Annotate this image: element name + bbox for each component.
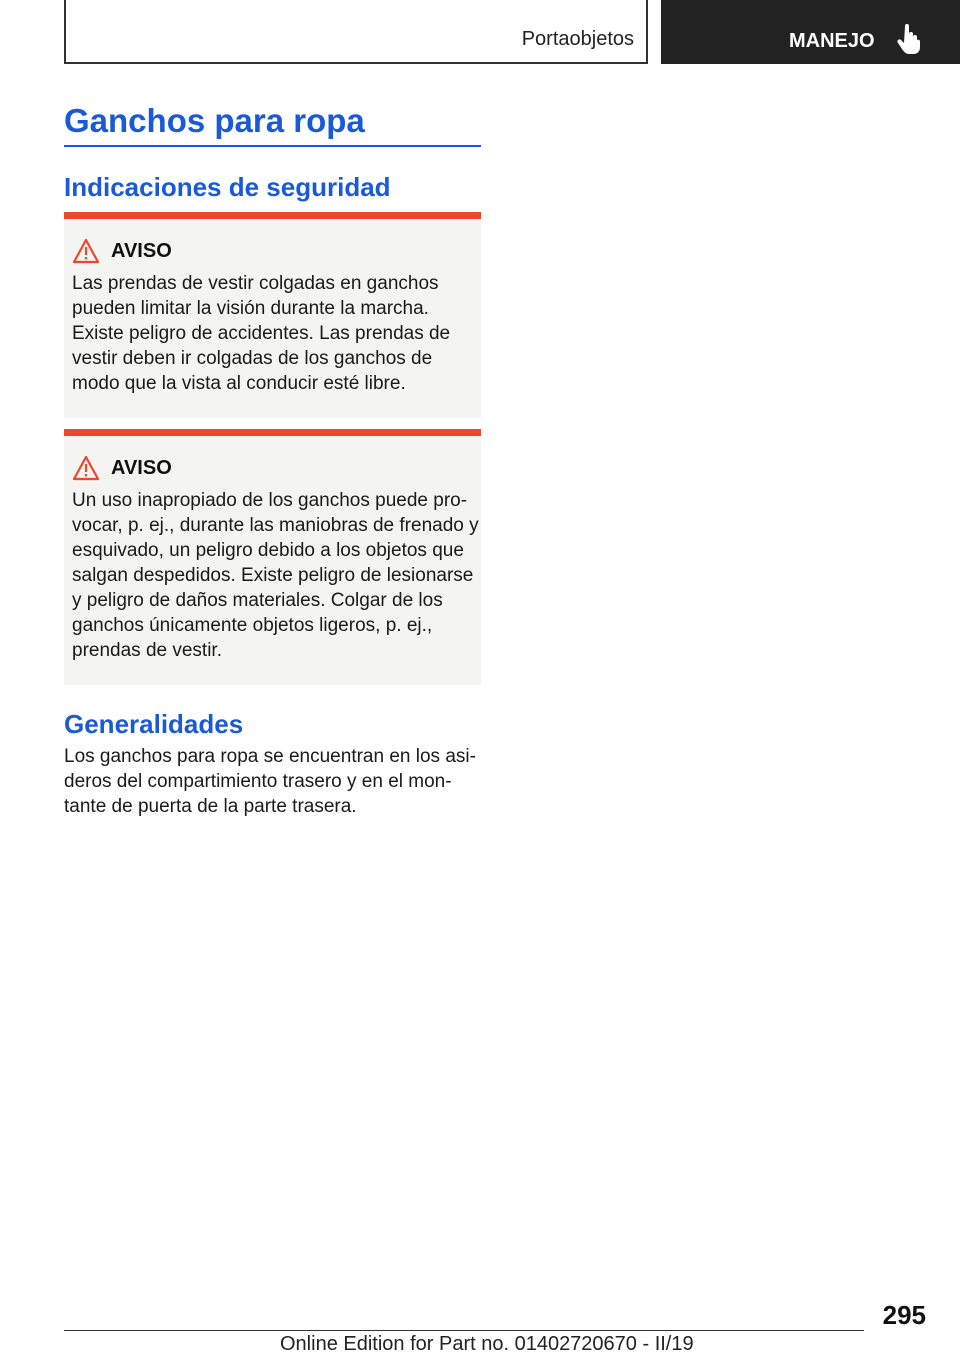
header-section-box bbox=[64, 0, 648, 64]
warning-triangle-icon bbox=[72, 238, 100, 264]
warning-box bbox=[64, 429, 481, 685]
text-line: vestir deben ir colgadas de los ganchos de bbox=[72, 348, 433, 369]
footer-divider bbox=[64, 1330, 864, 1331]
warning-label: AVISO bbox=[111, 456, 172, 479]
text-line: pueden limitar la visión durante la marcha. bbox=[72, 298, 429, 319]
text-line: salgan despedidos. Existe peligro de lesionarse bbox=[72, 565, 474, 586]
text-line: modo que la vista al conducir esté libre. bbox=[72, 373, 406, 394]
text-line: vocar, p. ej., durante las maniobras de frenado y bbox=[72, 515, 479, 536]
text-line: deros del compartimiento trasero y en el mon‐ bbox=[64, 771, 452, 792]
general-heading: Generalidades bbox=[64, 709, 244, 739]
text-line: esquivado, un peligro debido a los objetos que bbox=[72, 540, 464, 561]
warning-triangle-icon bbox=[72, 455, 100, 481]
page-number: 295 bbox=[882, 1300, 926, 1330]
warning-label: AVISO bbox=[111, 239, 172, 262]
page-title: Ganchos para ropa bbox=[64, 102, 365, 139]
header-chapter-tab bbox=[661, 0, 960, 64]
text-line: Los ganchos para ropa se encuentran en los asi‐ bbox=[64, 746, 476, 767]
text-line: Las prendas de vestir colgadas en ganchos bbox=[72, 273, 439, 294]
title-divider bbox=[64, 145, 481, 147]
text-line: ganchos únicamente objetos ligeros, p. ej., bbox=[72, 615, 433, 636]
header-chapter-title: MANEJO bbox=[789, 30, 875, 52]
safety-heading: Indicaciones de seguridad bbox=[64, 172, 391, 202]
warning-text bbox=[72, 488, 479, 663]
text-line: prendas de vestir. bbox=[72, 640, 222, 661]
warning-title bbox=[72, 237, 473, 265]
warning-box bbox=[64, 212, 481, 418]
text-line: Existe peligro de accidentes. Las prendas de bbox=[72, 323, 451, 344]
warning-text bbox=[72, 271, 473, 396]
hand-pointer-icon bbox=[897, 24, 921, 54]
text-line: Un uso inapropiado de los ganchos puede pro‐ bbox=[72, 490, 468, 511]
general-paragraph bbox=[64, 744, 484, 819]
text-line: tante de puerta de la parte trasera. bbox=[64, 796, 357, 817]
warning-title bbox=[72, 454, 473, 482]
footer-edition: Online Edition for Part no. 01402720670 - II/19 bbox=[280, 1333, 694, 1355]
text-line: y peligro de daños materiales. Colgar de los bbox=[72, 590, 443, 611]
header-section-title: Portaobjetos bbox=[521, 28, 634, 50]
